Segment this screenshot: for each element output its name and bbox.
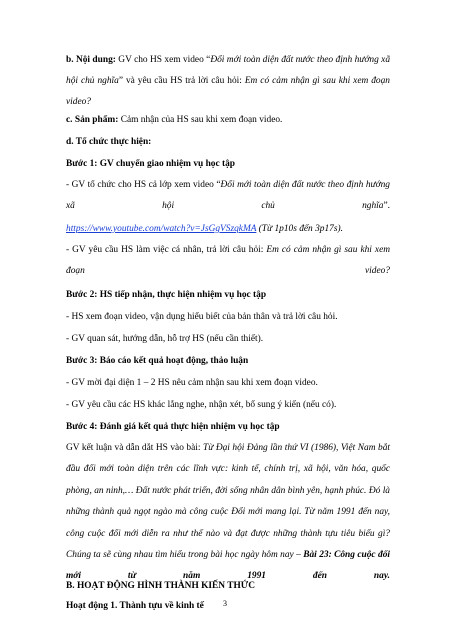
heading-activity-1: Hoạt động 1. Thành tựu về kinh tế (66, 601, 204, 611)
video-title: Đổi mới toàn diện đất nước theo định hướng xã hội chủ nghĩa (66, 180, 390, 211)
youtube-link[interactable]: https://www.youtube.com/watch?v=JsGgVSzqkMA (66, 224, 257, 234)
heading-step-3: Bước 3: Báo cáo kết quả hoạt động, thảo luận (66, 356, 249, 366)
step-3-line-1: - GV mời đại diện 1 – 2 HS nêu cảm nhận sau khi xem đoạn video. (66, 378, 318, 388)
heading-step-4: Bước 4: Đánh giá kết quả thực hiện nhiệm vụ học tập (66, 422, 280, 432)
paragraph-content (66, 50, 390, 122)
step-2-line-2: - GV quan sát, hướng dẫn, hỗ trợ HS (nếu cần thiết). (66, 334, 264, 344)
paragraph-step-4 (66, 438, 391, 582)
text: GV cho HS xem video “ (115, 55, 211, 65)
heading-section-b: B. HOẠT ĐỘNG HÌNH THÀNH KIẾN THỨC (66, 581, 256, 591)
text: - GV yêu cầu HS làm việc cá nhân, trả lời câu hỏi: (66, 245, 267, 255)
text: Cảm nhận của HS sau khi xem đoạn video. (118, 115, 283, 125)
heading-organization: d. Tổ chức thực hiện: (66, 137, 152, 147)
step-2-line-1: - HS xem đoạn video, vận dụng hiểu biết của bản thân và trả lời câu hỏi. (66, 312, 338, 322)
time-range: (Từ 1p10s đến 3p17s). (256, 224, 343, 234)
question: Em có cảm nhận gì sau khi xem đoạn video? (66, 76, 390, 107)
paragraph-step-1b (66, 240, 390, 284)
label-content: b. Nội dung: (66, 55, 116, 65)
heading-step-1: Bước 1: GV chuyển giao nhiệm vụ học tập (66, 159, 235, 169)
lesson-title: Bài 23: Công cuộc đổi mới từ năm 1991 đến nay. (66, 550, 391, 582)
step-3-line-2: - GV yêu cầu các HS khác lắng nghe, nhận xét, bổ sung ý kiến (nếu có). (66, 400, 337, 410)
paragraph-link (66, 223, 343, 235)
text: GV kết luận và dẫn dắt HS vào bài: (66, 443, 203, 453)
paragraph-product (66, 114, 282, 126)
label-product: c. Sản phẩm: (66, 115, 119, 125)
paragraph-step-1a (66, 175, 390, 219)
text: ” và yêu cầu HS trả lời câu hỏi: (118, 76, 245, 86)
video-title: Đổi mới toàn diện đất nước theo định hướng xã hội chủ nghĩa (66, 55, 391, 86)
heading-step-2: Bước 2: HS tiếp nhận, thực hiện nhiệm vụ học tập (66, 290, 267, 300)
question: Em có cảm nhận gì sau khi xem đoạn video? (66, 245, 391, 276)
text: - GV tổ chức cho HS cả lớp xem video “ (66, 180, 221, 190)
conclusion-text: Từ Đại hội Đảng lần thứ VI (1986), Việt Nam bắt đầu đổi mới toàn diện trên các lĩnh vực: kinh tế, chính trị, xã hội, văn hóa, quốc phòng, an ninh,… Đất nước phát triển, đời sống nhân dân bình yên, hạnh phúc. Đó là những thành quả ngọt ngào mà công cuộc Đổi mới mang lại. Từ năm 1991 đến nay, công cuộc đổi mới diễn ra như thế nào và đạt được những thành tựu tiêu biểu gì? Chúng ta sẽ cùng nhau tìm hiểu trong bài học ngày hôm nay – (66, 443, 390, 561)
page-number: 3 (223, 599, 227, 608)
text: ”. (383, 201, 390, 211)
